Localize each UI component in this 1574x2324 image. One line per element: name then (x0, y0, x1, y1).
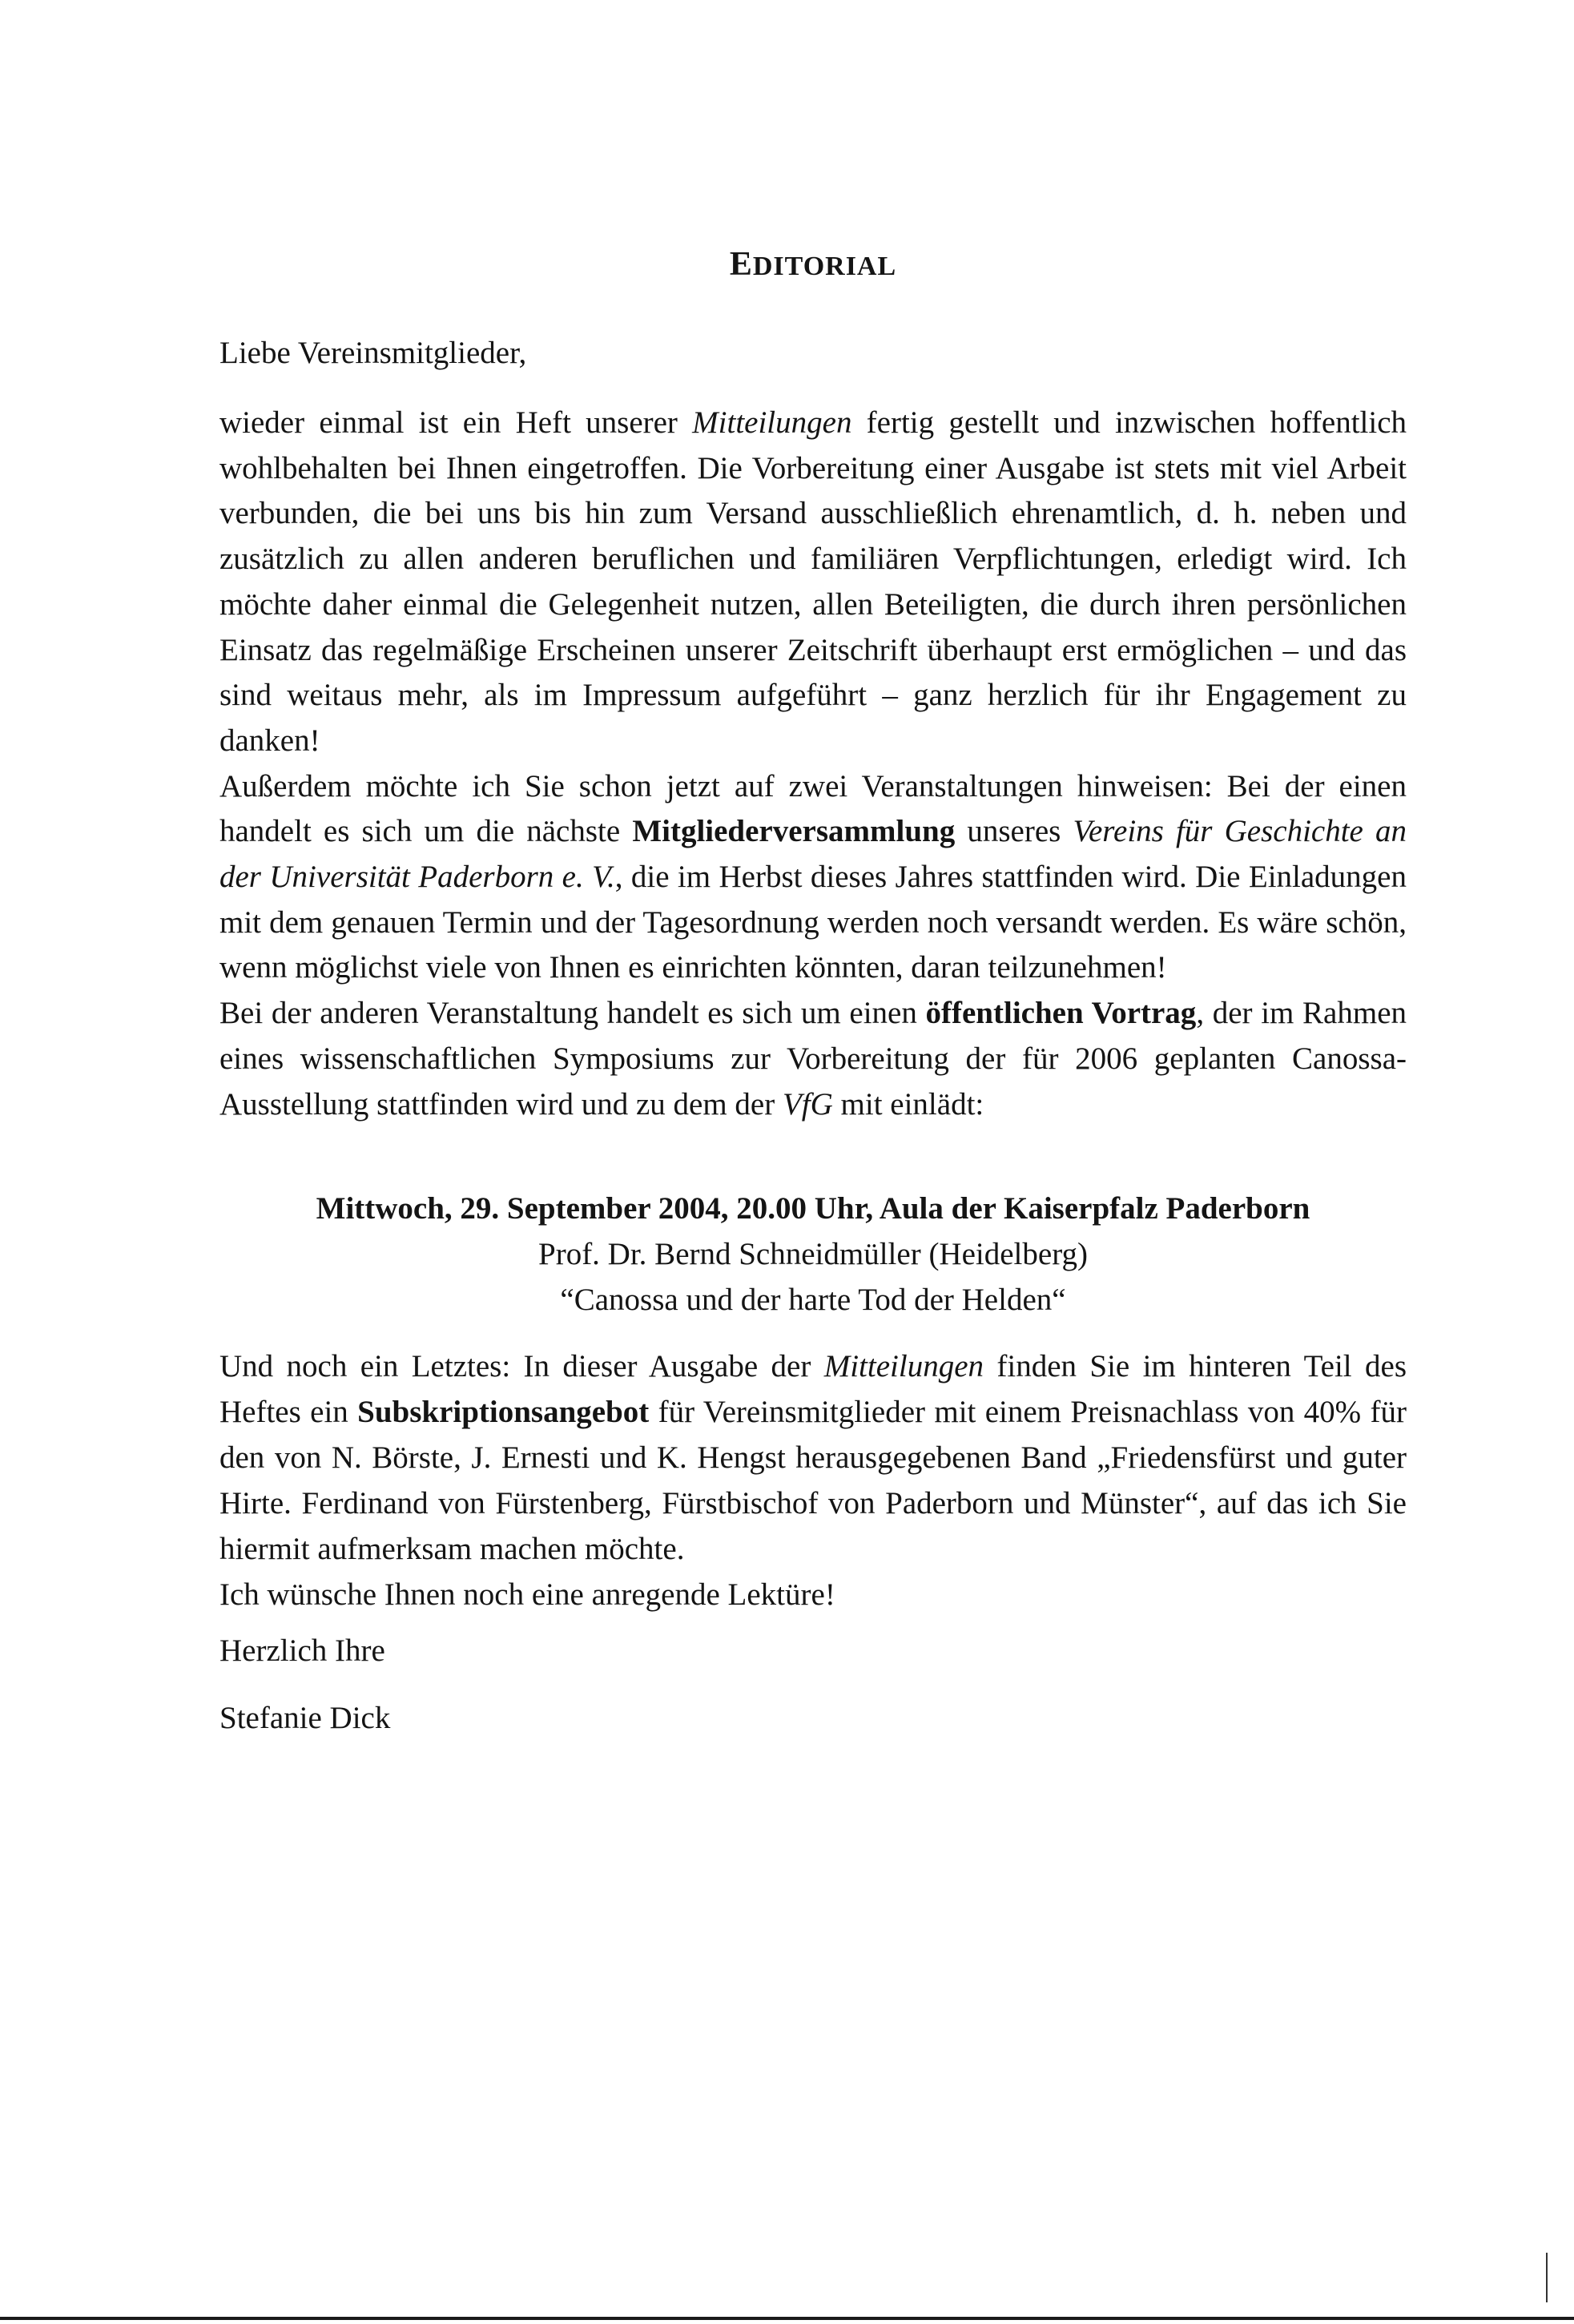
event-talk-title: “Canossa und der harte Tod der Helden“ (560, 1283, 1066, 1317)
title-rest: DITORIAL (752, 252, 897, 281)
paragraph-3: Bei der anderen Veranstaltung handelt es sich um einen öffentlichen Vortrag, der im Rahmen eines wissenschaftlichen Symposiums zur Vorbereitung der für 2006 geplanten Canossa-Ausstellung stattfinden wird und zu dem der VfG mit einlädt: (219, 996, 1407, 1122)
title-initial: E (729, 246, 753, 283)
event-when: Mittwoch, 29. September 2004, 20.00 Uhr, Aula der Kaiserpfalz Paderborn (316, 1191, 1310, 1226)
paragraph-4: Und noch ein Letztes: In dieser Ausgabe der Mitteilungen finden Sie im hinteren Teil des Heftes ein Subskriptionsangebot für Vereinsmitglieder mit einem Preisnachlass von 40% für den von N. Börste, J. Ernesti und K. Hengst herausgegebenen Band „Friedensfürst und guter Hirte. Ferdinand von Fürstenberg, Fürstbischof von Paderborn und Münster“, auf das ich Sie hiermit aufmerksam machen möchte. (219, 1349, 1407, 1566)
bottom-rule (0, 2317, 1574, 2320)
body-text (219, 401, 1407, 1127)
event-speaker: Prof. Dr. Bernd Schneidmüller (Heidelberg) (538, 1237, 1088, 1271)
paragraph-2: Außerdem möchte ich Sie schon jetzt auf zwei Veranstaltungen hinweisen: Bei der einen handelt es sich um die nächste Mitgliederversammlung unseres Vereins für Geschichte an der Universität Paderborn e. V., die im Herbst dieses Jahres stattfinden wird. Die Einladungen mit dem genauen Termin und der Tagesordnung werden noch versandt werden. Es wäre schön, wenn möglichst viele von Ihnen es einrichten könnten, daran teilzunehmen! (219, 768, 1407, 985)
body-text-2 (219, 1343, 1407, 1617)
paragraph-1: wieder einmal ist ein Heft unserer Mitteilungen fertig gestellt und inzwischen hoffentlich wohlbehalten bei Ihnen eingetroffen. Die Vorbereitung einer Ausgabe ist stets mit viel Arbeit verbunden, die bei uns bis hin zum Versand ausschließlich ehrenamtlich, d. h. neben und zusätzlich zu allen anderen beruflichen und familiären Verpflichtungen, erledigt wird. Ich möchte daher einmal die Gelegenheit nutzen, allen Beteiligten, die durch ihren persönlichen Einsatz das regelmäßige Erscheinen unserer Zeitschrift überhaupt erst ermöglichen – und das sind weitaus mehr, als im Impressum aufgeführt – ganz herzlich für ihr Engagement zu danken! (219, 405, 1407, 758)
salutation: Liebe Vereinsmitglieder, (219, 336, 527, 370)
margin-mark (1546, 2253, 1548, 2302)
paragraph-5: Ich wünsche Ihnen noch eine anregende Lektüre! (219, 1577, 835, 1612)
event-announcement (219, 1186, 1407, 1323)
page-title (0, 245, 1574, 284)
closing: Herzlich Ihre (219, 1633, 385, 1668)
signature: Stefanie Dick (219, 1701, 391, 1735)
